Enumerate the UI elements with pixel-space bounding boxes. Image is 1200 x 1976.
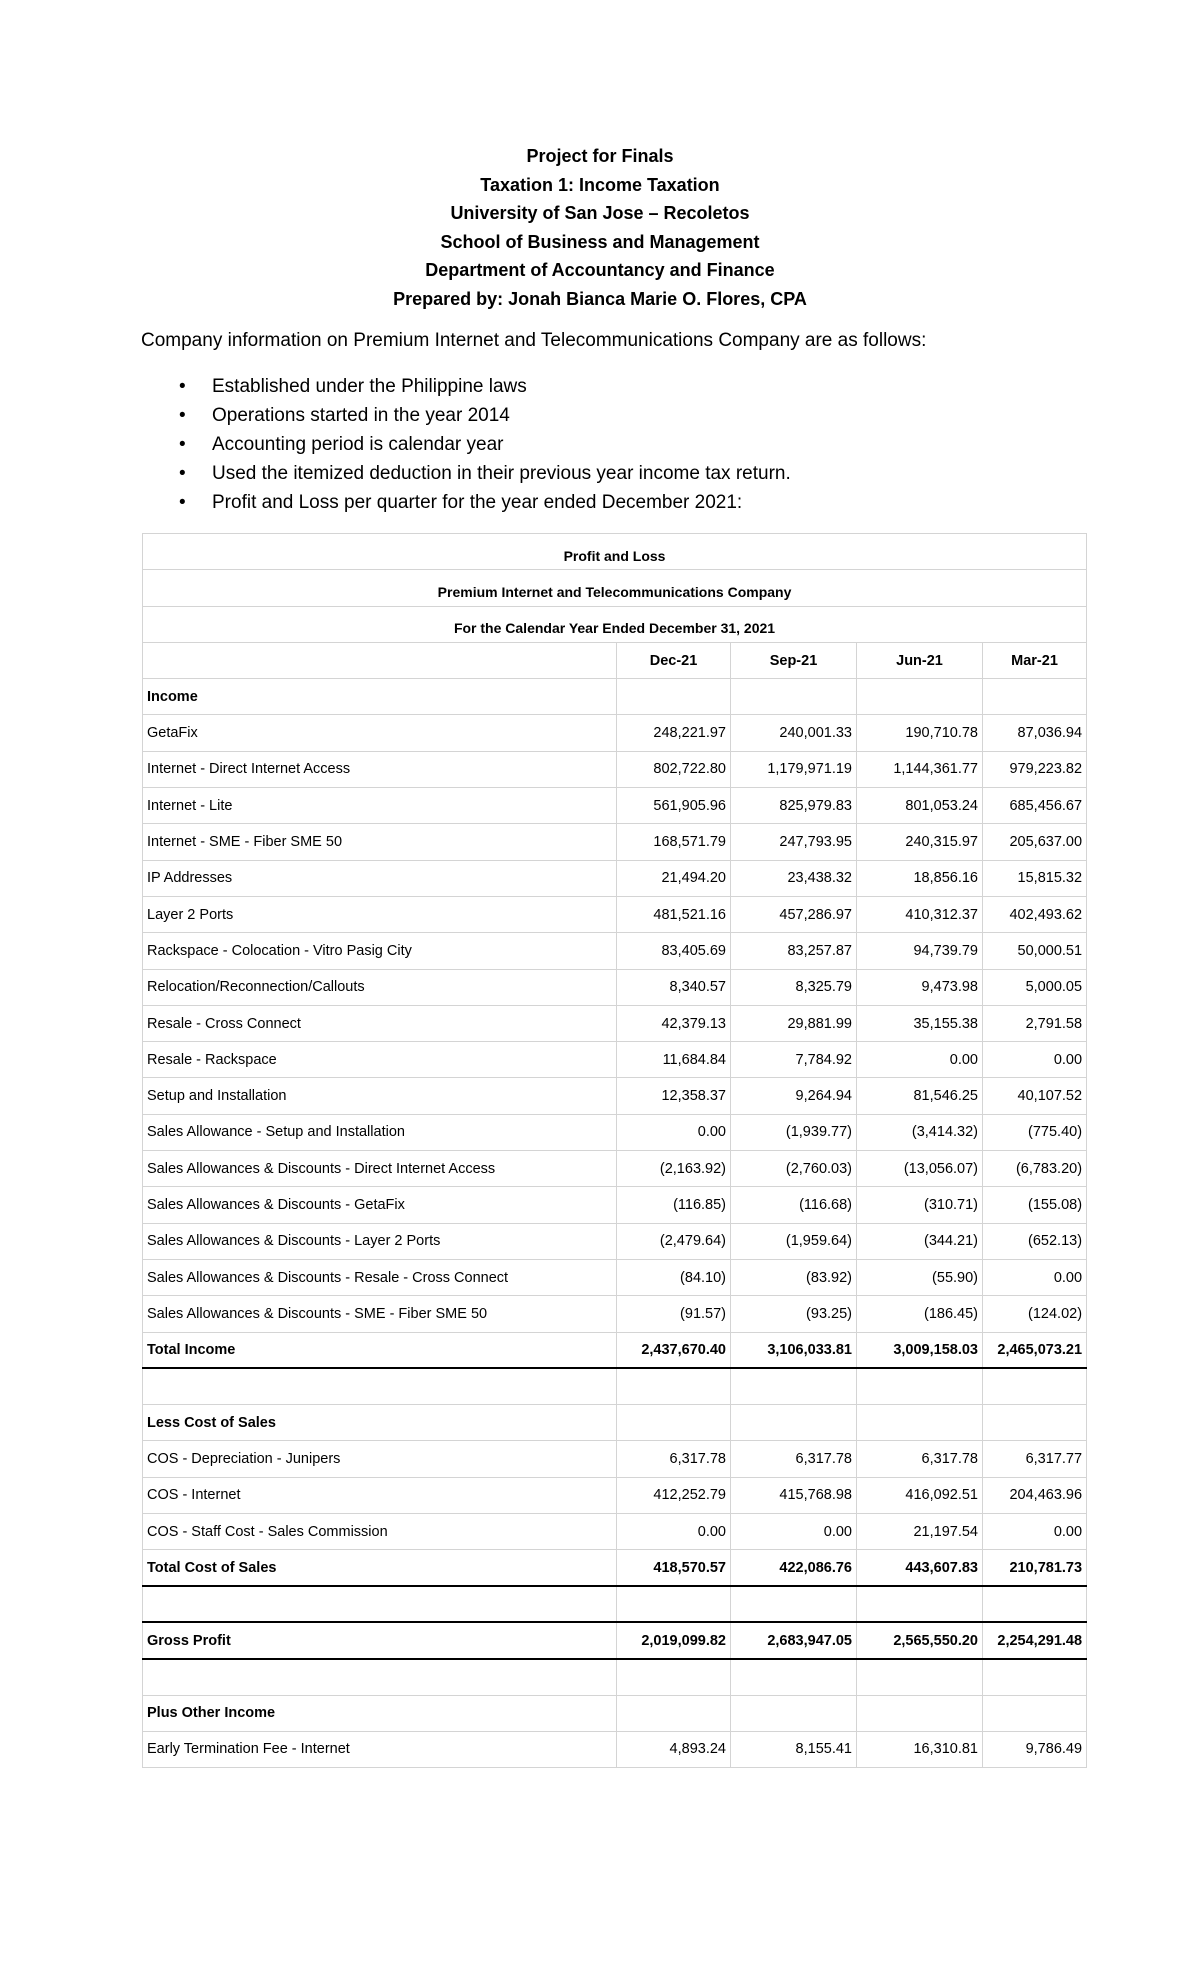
amount-cell: 4,893.24 <box>617 1731 731 1767</box>
profit-and-loss-table <box>142 533 1087 1768</box>
intro-paragraph: Company information on Premium Internet and Telecommunications Company are as follows: <box>141 330 927 351</box>
other-income-section-row <box>143 1695 1087 1731</box>
amount-cell: (3,414.32) <box>857 1114 983 1150</box>
column-header: Sep-21 <box>731 642 857 678</box>
amount-cell: 1,144,361.77 <box>857 751 983 787</box>
amount-cell: 410,312.37 <box>857 896 983 932</box>
statement-company: Premium Internet and Telecommunications Company <box>143 570 1087 606</box>
row-label: Internet - SME - Fiber SME 50 <box>143 824 617 860</box>
amount-cell: (116.85) <box>617 1187 731 1223</box>
amount-cell: (55.90) <box>857 1259 983 1295</box>
list-item: • Used the itemized deduction in their previous year income tax return. <box>141 459 791 488</box>
amount-cell: 15,815.32 <box>983 860 1087 896</box>
amount-cell: 6,317.77 <box>983 1441 1087 1477</box>
amount-cell: (2,760.03) <box>731 1151 857 1187</box>
income-row <box>143 1151 1087 1187</box>
amount-cell: 2,791.58 <box>983 1005 1087 1041</box>
empty-cell <box>617 679 731 715</box>
amount-cell: 825,979.83 <box>731 788 857 824</box>
amount-cell: (2,163.92) <box>617 1151 731 1187</box>
amount-cell: 29,881.99 <box>731 1005 857 1041</box>
income-row <box>143 1223 1087 1259</box>
cost-of-sales-row <box>143 1514 1087 1550</box>
amount-cell: 248,221.97 <box>617 715 731 751</box>
header-line-school: School of Business and Management <box>440 231 760 252</box>
row-label: Sales Allowances & Discounts - SME - Fiber SME 50 <box>143 1296 617 1332</box>
row-label: Rackspace - Colocation - Vitro Pasig City <box>143 933 617 969</box>
row-label: COS - Depreciation - Junipers <box>143 1441 617 1477</box>
empty-cell <box>143 1659 617 1695</box>
row-label: GetaFix <box>143 715 617 751</box>
amount-cell: (84.10) <box>617 1259 731 1295</box>
income-row <box>143 1114 1087 1150</box>
list-item: • Profit and Loss per quarter for the year ended December 2021: <box>141 488 791 517</box>
amount-cell: (83.92) <box>731 1259 857 1295</box>
empty-cell <box>983 1586 1087 1622</box>
amount-cell: 2,683,947.05 <box>731 1622 857 1658</box>
row-label: Gross Profit <box>143 1622 617 1658</box>
income-row <box>143 1005 1087 1041</box>
row-label: IP Addresses <box>143 860 617 896</box>
amount-cell: 9,264.94 <box>731 1078 857 1114</box>
amount-cell: 16,310.81 <box>857 1731 983 1767</box>
empty-cell <box>857 679 983 715</box>
income-row <box>143 1187 1087 1223</box>
amount-cell: 415,768.98 <box>731 1477 857 1513</box>
amount-cell: 81,546.25 <box>857 1078 983 1114</box>
empty-cell <box>617 1695 731 1731</box>
other-income-row <box>143 1731 1087 1767</box>
amount-cell: (116.68) <box>731 1187 857 1223</box>
amount-cell: 402,493.62 <box>983 896 1087 932</box>
row-label: Sales Allowances & Discounts - GetaFix <box>143 1187 617 1223</box>
section-label: Income <box>143 679 617 715</box>
row-label: Setup and Installation <box>143 1078 617 1114</box>
amount-cell: (1,939.77) <box>731 1114 857 1150</box>
empty-cell <box>617 1659 731 1695</box>
empty-cell <box>731 1586 857 1622</box>
empty-cell <box>857 1368 983 1404</box>
amount-cell: (13,056.07) <box>857 1151 983 1187</box>
amount-cell: 204,463.96 <box>983 1477 1087 1513</box>
empty-cell <box>731 679 857 715</box>
amount-cell: 412,252.79 <box>617 1477 731 1513</box>
amount-cell: 83,257.87 <box>731 933 857 969</box>
amount-cell: 0.00 <box>983 1514 1087 1550</box>
amount-cell: (1,959.64) <box>731 1223 857 1259</box>
spacer-row <box>143 1659 1087 1695</box>
amount-cell: 3,106,033.81 <box>731 1332 857 1368</box>
amount-cell: 87,036.94 <box>983 715 1087 751</box>
gross-profit-row <box>143 1622 1087 1658</box>
empty-cell <box>731 1368 857 1404</box>
empty-cell <box>143 642 617 678</box>
amount-cell: 94,739.79 <box>857 933 983 969</box>
amount-cell: 21,494.20 <box>617 860 731 896</box>
amount-cell: (91.57) <box>617 1296 731 1332</box>
amount-cell: 21,197.54 <box>857 1514 983 1550</box>
income-row <box>143 1078 1087 1114</box>
amount-cell: 0.00 <box>983 1259 1087 1295</box>
empty-cell <box>857 1405 983 1441</box>
empty-cell <box>731 1695 857 1731</box>
amount-cell: 50,000.51 <box>983 933 1087 969</box>
statement-title: Profit and Loss <box>143 534 1087 570</box>
amount-cell: 11,684.84 <box>617 1042 731 1078</box>
list-item: • Established under the Philippine laws <box>141 372 791 401</box>
income-row <box>143 860 1087 896</box>
section-label: Less Cost of Sales <box>143 1405 617 1441</box>
spacer-row <box>143 1368 1087 1404</box>
amount-cell: 240,315.97 <box>857 824 983 860</box>
income-row <box>143 933 1087 969</box>
total-income-row <box>143 1332 1087 1368</box>
header-line-preparer: Prepared by: Jonah Bianca Marie O. Flores, CPA <box>393 288 807 309</box>
income-row <box>143 788 1087 824</box>
list-item: • Operations started in the year 2014 <box>141 401 791 430</box>
amount-cell: 6,317.78 <box>617 1441 731 1477</box>
header-line-university: University of San Jose – Recoletos <box>450 203 750 223</box>
amount-cell: 210,781.73 <box>983 1550 1087 1586</box>
total-cost-of-sales-row <box>143 1550 1087 1586</box>
amount-cell: 205,637.00 <box>983 824 1087 860</box>
empty-cell <box>983 1659 1087 1695</box>
amount-cell: 7,784.92 <box>731 1042 857 1078</box>
amount-cell: 8,325.79 <box>731 969 857 1005</box>
row-label: Total Income <box>143 1332 617 1368</box>
column-header: Dec-21 <box>617 642 731 678</box>
statement-title-row <box>143 534 1087 570</box>
amount-cell: 801,053.24 <box>857 788 983 824</box>
statement-company-row <box>143 570 1087 606</box>
amount-cell: 8,155.41 <box>731 1731 857 1767</box>
income-row <box>143 969 1087 1005</box>
amount-cell: 12,358.37 <box>617 1078 731 1114</box>
amount-cell: 685,456.67 <box>983 788 1087 824</box>
company-info-list <box>141 372 791 517</box>
row-label: Total Cost of Sales <box>143 1550 617 1586</box>
row-label: Layer 2 Ports <box>143 896 617 932</box>
amount-cell: (124.02) <box>983 1296 1087 1332</box>
empty-cell <box>731 1405 857 1441</box>
amount-cell: 8,340.57 <box>617 969 731 1005</box>
amount-cell: 416,092.51 <box>857 1477 983 1513</box>
amount-cell: 247,793.95 <box>731 824 857 860</box>
profit-and-loss-statement <box>142 533 1086 1768</box>
amount-cell: 457,286.97 <box>731 896 857 932</box>
empty-cell <box>983 1368 1087 1404</box>
amount-cell: 35,155.38 <box>857 1005 983 1041</box>
amount-cell: 23,438.32 <box>731 860 857 896</box>
amount-cell: (155.08) <box>983 1187 1087 1223</box>
row-label: Sales Allowances & Discounts - Resale - Cross Connect <box>143 1259 617 1295</box>
amount-cell: 443,607.83 <box>857 1550 983 1586</box>
document-header <box>0 142 1200 313</box>
amount-cell: (775.40) <box>983 1114 1087 1150</box>
amount-cell: 83,405.69 <box>617 933 731 969</box>
amount-cell: 3,009,158.03 <box>857 1332 983 1368</box>
row-label: Internet - Direct Internet Access <box>143 751 617 787</box>
amount-cell: (93.25) <box>731 1296 857 1332</box>
row-label: Relocation/Reconnection/Callouts <box>143 969 617 1005</box>
amount-cell: 561,905.96 <box>617 788 731 824</box>
cost-of-sales-row <box>143 1477 1087 1513</box>
empty-cell <box>857 1586 983 1622</box>
income-row <box>143 751 1087 787</box>
amount-cell: 5,000.05 <box>983 969 1087 1005</box>
row-label: Early Termination Fee - Internet <box>143 1731 617 1767</box>
amount-cell: 6,317.78 <box>731 1441 857 1477</box>
row-label: COS - Staff Cost - Sales Commission <box>143 1514 617 1550</box>
amount-cell: 481,521.16 <box>617 896 731 932</box>
column-header: Jun-21 <box>857 642 983 678</box>
amount-cell: 240,001.33 <box>731 715 857 751</box>
income-row <box>143 824 1087 860</box>
empty-cell <box>983 1405 1087 1441</box>
spacer-row <box>143 1586 1087 1622</box>
amount-cell: 2,254,291.48 <box>983 1622 1087 1658</box>
amount-cell: 0.00 <box>731 1514 857 1550</box>
empty-cell <box>143 1368 617 1404</box>
amount-cell: 42,379.13 <box>617 1005 731 1041</box>
empty-cell <box>617 1586 731 1622</box>
amount-cell: 9,473.98 <box>857 969 983 1005</box>
amount-cell: 9,786.49 <box>983 1731 1087 1767</box>
amount-cell: 0.00 <box>617 1514 731 1550</box>
amount-cell: 40,107.52 <box>983 1078 1087 1114</box>
amount-cell: 6,317.78 <box>857 1441 983 1477</box>
column-header-row <box>143 642 1087 678</box>
amount-cell: 2,465,073.21 <box>983 1332 1087 1368</box>
amount-cell: (310.71) <box>857 1187 983 1223</box>
row-label: Sales Allowances & Discounts - Layer 2 Ports <box>143 1223 617 1259</box>
empty-cell <box>857 1695 983 1731</box>
amount-cell: 422,086.76 <box>731 1550 857 1586</box>
statement-period-row <box>143 606 1087 642</box>
row-label: Sales Allowance - Setup and Installation <box>143 1114 617 1150</box>
empty-cell <box>857 1659 983 1695</box>
row-label: Resale - Rackspace <box>143 1042 617 1078</box>
amount-cell: (2,479.64) <box>617 1223 731 1259</box>
amount-cell: 0.00 <box>857 1042 983 1078</box>
row-label: Sales Allowances & Discounts - Direct Internet Access <box>143 1151 617 1187</box>
amount-cell: 0.00 <box>983 1042 1087 1078</box>
section-label: Plus Other Income <box>143 1695 617 1731</box>
empty-cell <box>731 1659 857 1695</box>
cost-of-sales-row <box>143 1441 1087 1477</box>
empty-cell <box>983 1695 1087 1731</box>
income-row <box>143 896 1087 932</box>
amount-cell: 2,437,670.40 <box>617 1332 731 1368</box>
cost-of-sales-section-row <box>143 1405 1087 1441</box>
empty-cell <box>143 1586 617 1622</box>
income-row <box>143 1042 1087 1078</box>
row-label: COS - Internet <box>143 1477 617 1513</box>
header-line-course: Taxation 1: Income Taxation <box>480 174 720 195</box>
income-row <box>143 1259 1087 1295</box>
amount-cell: 802,722.80 <box>617 751 731 787</box>
amount-cell: 2,019,099.82 <box>617 1622 731 1658</box>
header-line-project: Project for Finals <box>526 146 674 166</box>
amount-cell: 18,856.16 <box>857 860 983 896</box>
list-item: • Accounting period is calendar year <box>141 430 791 459</box>
amount-cell: (186.45) <box>857 1296 983 1332</box>
amount-cell: 168,571.79 <box>617 824 731 860</box>
statement-period: For the Calendar Year Ended December 31, 2021 <box>143 606 1087 642</box>
income-row <box>143 1296 1087 1332</box>
empty-cell <box>617 1368 731 1404</box>
amount-cell: 418,570.57 <box>617 1550 731 1586</box>
row-label: Resale - Cross Connect <box>143 1005 617 1041</box>
row-label: Internet - Lite <box>143 788 617 824</box>
amount-cell: 190,710.78 <box>857 715 983 751</box>
amount-cell: (344.21) <box>857 1223 983 1259</box>
income-row <box>143 715 1087 751</box>
amount-cell: (6,783.20) <box>983 1151 1087 1187</box>
amount-cell: 2,565,550.20 <box>857 1622 983 1658</box>
amount-cell: 979,223.82 <box>983 751 1087 787</box>
column-header: Mar-21 <box>983 642 1087 678</box>
income-section-row <box>143 679 1087 715</box>
header-line-department: Department of Accountancy and Finance <box>425 260 775 280</box>
empty-cell <box>617 1405 731 1441</box>
amount-cell: 1,179,971.19 <box>731 751 857 787</box>
amount-cell: 0.00 <box>617 1114 731 1150</box>
empty-cell <box>983 679 1087 715</box>
amount-cell: (652.13) <box>983 1223 1087 1259</box>
